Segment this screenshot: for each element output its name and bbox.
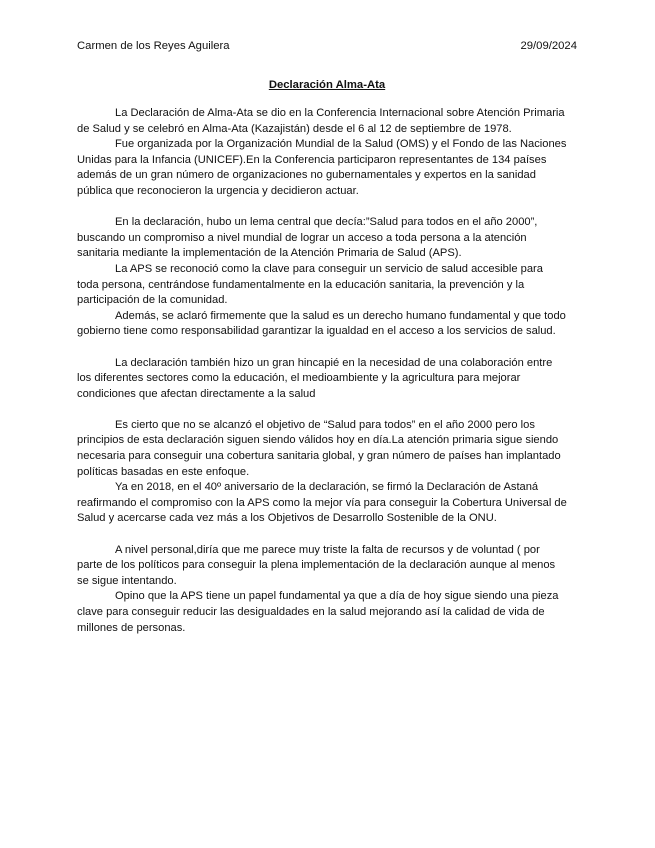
document-date: 29/09/2024: [520, 40, 577, 52]
page-header: [77, 38, 577, 54]
paragraph: Es cierto que no se alcanzó el objetivo de “Salud para todos” en el año 2000 pero los principios de esta declaración siguen siendo válidos hoy en día.La atención primaria sigue siendo necesaria para conseguir una cobertura sanitaria global, y gran número de países han implantado políticas basadas en este enfoque.: [77, 418, 561, 478]
paragraph: La declaración también hizo un gran hincapié en la necesidad de una colaboración entre los diferentes sectores como la educación, el medioambiente y la agricultura para mejorar condiciones que afectan directamente a la salud: [77, 356, 553, 400]
paragraph: Opino que la APS tiene un papel fundamental ya que a día de hoy sigue siendo una pieza clave para conseguir reducir las desigualdades en la salud mejorando así la calidad de vida de millones de personas.: [77, 590, 559, 634]
paragraph: La Declaración de Alma-Ata se dio en la Conferencia Internacional sobre Atención Primaria de Salud y se celebró en Alma-Ata (Kazajistán) desde el 6 al 12 de septiembre de 1978.: [77, 107, 565, 135]
document-body: [77, 106, 567, 636]
paragraph: En la declaración, hubo un lema central que decía:”Salud para todos en el año 2000”, buscando un compromiso a nivel mundial de lograr un acceso a toda persona a la atención sanitaria mediante la implementación de la Atención Primaria de Salud (APS).: [77, 216, 538, 260]
paragraph: Además, se aclaró firmemente que la salud es un derecho humano fundamental y que todo gobierno tiene como responsabilidad garantizar la igualdad en el acceso a los servicios de salud.: [77, 309, 566, 338]
paragraph: La APS se reconoció como la clave para conseguir un servicio de salud accesible para toda persona, centrándose fundamentalmente en la educación sanitaria, la prevención y la participación de la comunidad.: [77, 262, 543, 307]
paragraph: Ya en 2018, en el 40º aniversario de la declaración, se firmó la Declaración de Astaná reafirmando el compromiso con la APS como la mejor vía para conseguir la Cobertura Universal de Salud y acercarse cada vez más a los Objetivos de Desarrollo Sostenible de la ONU.: [77, 481, 567, 525]
document-title: Declaración Alma-Ata: [268, 79, 386, 91]
paragraph: Fue organizada por la Organización Mundial de la Salud (OMS) y el Fondo de las Naciones Unidas para la Infancia (UNICEF).En la Conferencia participaron representantes de 134 países además de un gran número de organizaciones no gubernamentales y expertos en la sanidad pública que reconocieron la urgencia y decidieron actuar.: [77, 138, 567, 197]
paragraph: A nivel personal,diría que me parece muy triste la falta de recursos y de voluntad ( por parte de los políticos para conseguir la plena implementación de la declaración aunque al menos se sigue intentando.: [77, 543, 556, 587]
author-name: Carmen de los Reyes Aguilera: [77, 40, 230, 52]
